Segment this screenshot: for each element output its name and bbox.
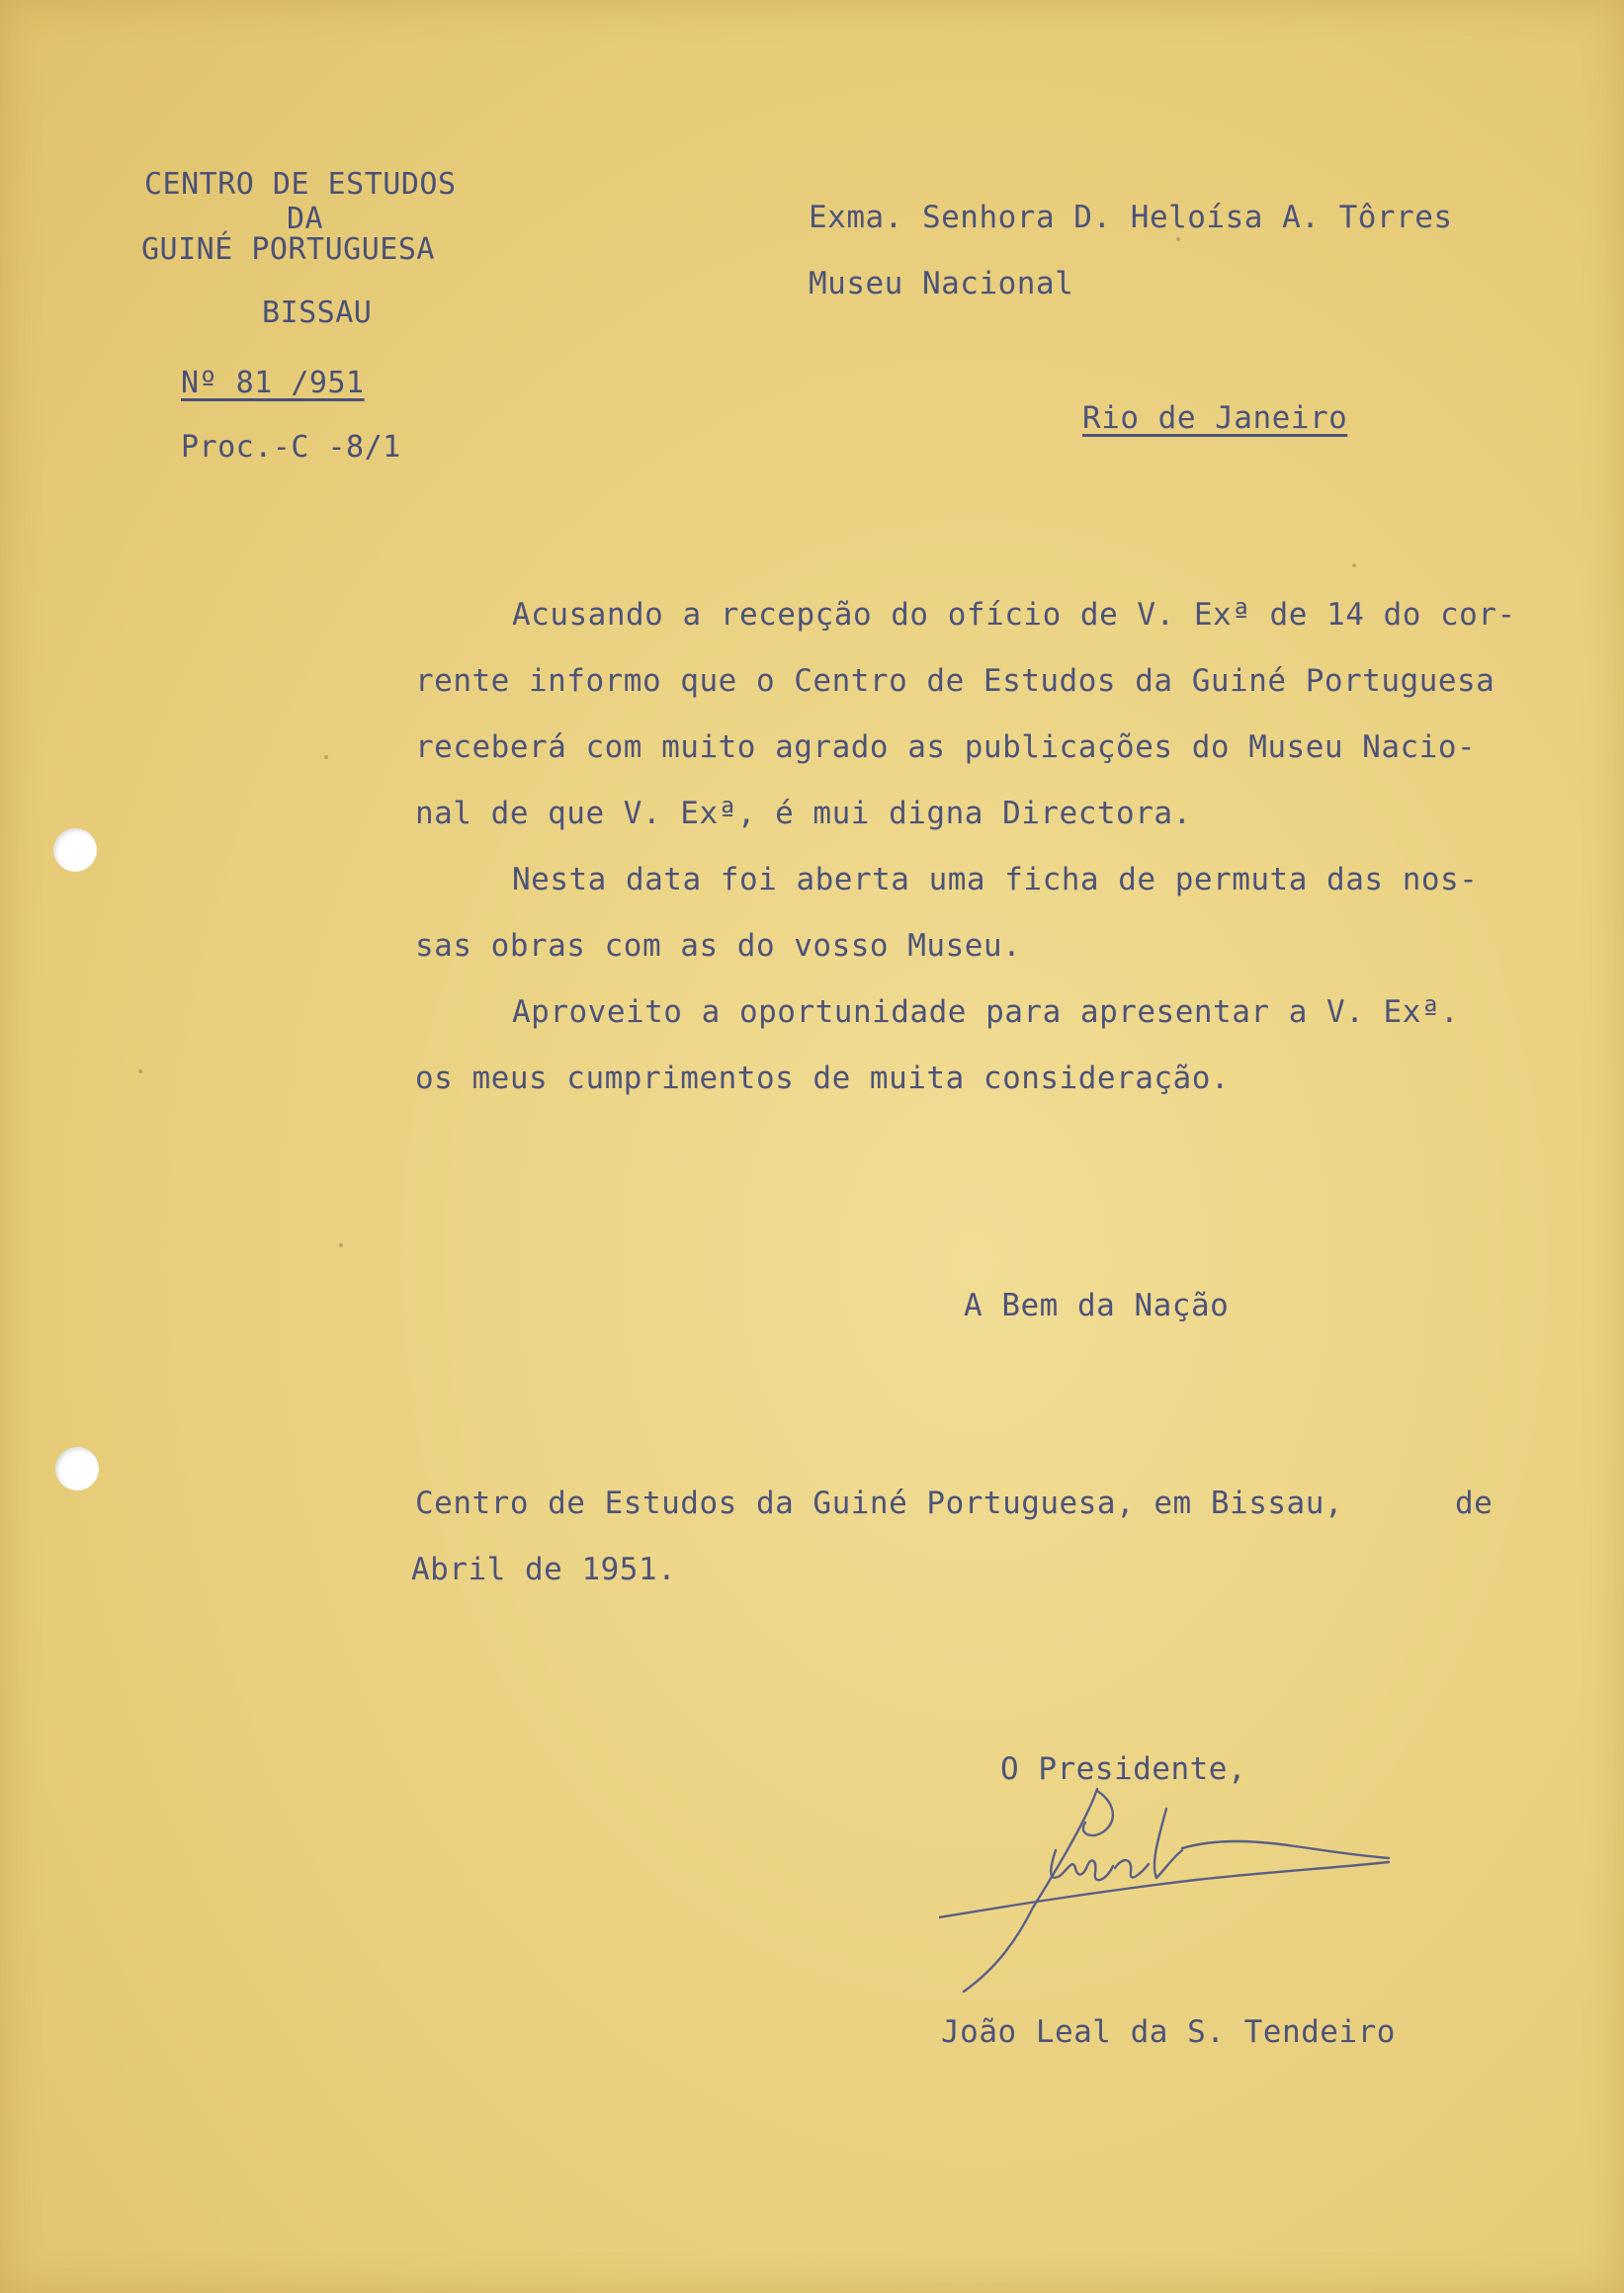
punch-hole-top — [53, 828, 97, 872]
handwritten-signature — [939, 1779, 1404, 1996]
closing-salutation: A Bem da Nação — [964, 1288, 1230, 1323]
letterhead-org-line2: DA — [287, 202, 324, 236]
body-line-2: rente informo que o Centro de Estudos da Guiné Portuguesa — [415, 663, 1496, 699]
signer-title: O Presidente, — [1000, 1751, 1247, 1787]
body-line-7: Aproveito a oportunidade para apresentar a V. Exª. — [512, 994, 1460, 1030]
body-line-1: Acusando a recepção do ofício de V. Exª de 14 do cor- — [512, 597, 1516, 633]
paper-fleck — [324, 755, 328, 759]
paper-fleck — [1176, 237, 1180, 241]
body-line-6: sas obras com as do vosso Museu. — [415, 928, 1022, 964]
letterhead-org-line1: CENTRO DE ESTUDOS — [144, 167, 457, 202]
letterhead-org-line3: GUINÉ PORTUGUESA — [141, 232, 435, 267]
recipient-institution: Museu Nacional — [809, 266, 1074, 301]
recipient-city: Rio de Janeiro — [1082, 400, 1348, 436]
body-line-3: receberá com muito agrado as publicações do Museu Nacio- — [415, 729, 1477, 765]
process-reference: Proc.-C -8/1 — [181, 430, 401, 465]
paper-fleck — [1352, 563, 1356, 567]
letterhead-city: BISSAU — [262, 296, 373, 330]
paper-fleck — [339, 1243, 343, 1247]
paper-fleck — [138, 1069, 142, 1073]
reference-number: Nº 81 /951 — [181, 366, 365, 400]
body-line-4: nal de que V. Exª, é mui digna Directora. — [415, 796, 1192, 831]
place-date-line1: Centro de Estudos da Guiné Portuguesa, em Bissau, — [415, 1486, 1344, 1521]
recipient-name: Exma. Senhora D. Heloísa A. Tôrres — [809, 200, 1453, 235]
punch-hole-bottom — [55, 1447, 99, 1490]
body-line-8: os meus cumprimentos de muita consideração. — [415, 1061, 1231, 1096]
place-date-line2: Abril de 1951. — [411, 1552, 677, 1587]
place-date-day: de — [1455, 1486, 1494, 1521]
body-line-5: Nesta data foi aberta uma ficha de permuta das nos- — [512, 862, 1479, 897]
signer-name: João Leal da S. Tendeiro — [941, 2014, 1396, 2050]
